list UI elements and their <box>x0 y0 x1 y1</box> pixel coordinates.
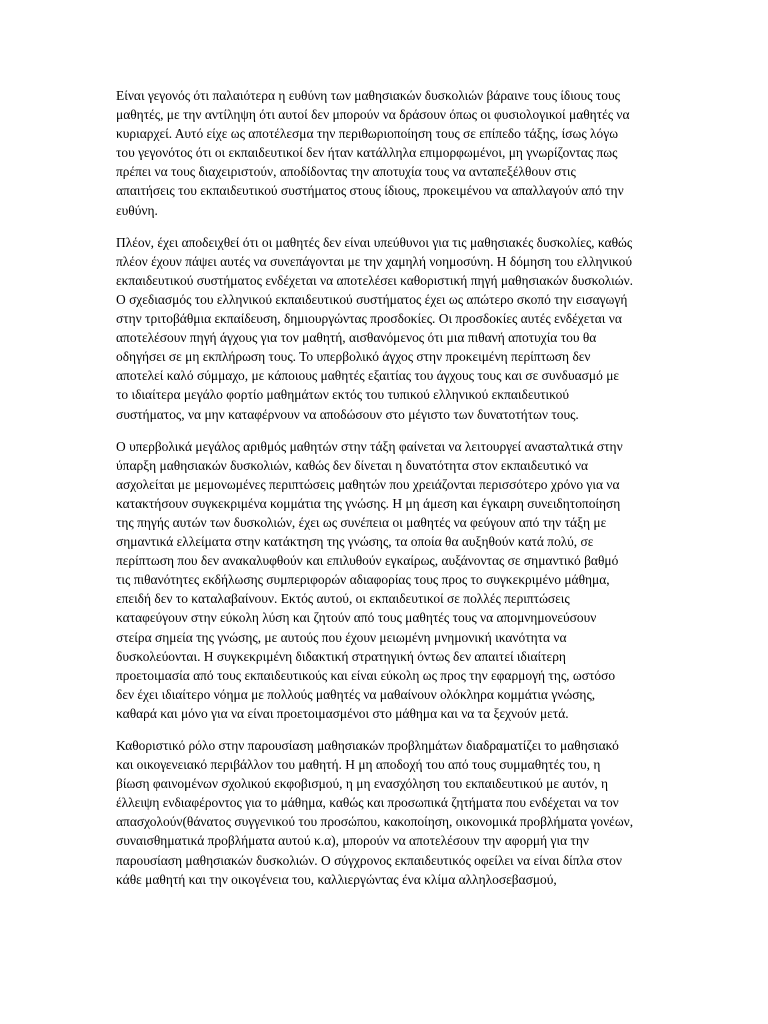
paragraph-3: Ο υπερβολικά μεγάλος αριθμός μαθητών στην τάξη φαίνεται να λειτουργεί ανασταλτικά στην ύπαρξη μαθησιακών δυσκολιών, καθώς δεν δίνεται η δυνατότητα στον εκπαιδευτικό να ασχολείται με μεμονωμένες περιπτώσεις μαθητών που χρειάζονται περισσότερο χρόνο για να κατακτήσουν συγκεκριμένα κομμάτια της γνώσης. Η μη άμεση και έγκαιρη συνειδητοποίηση της πηγής αυτών των δυσκολιών, έχει ως συνέπεια οι μαθητές να φεύγουν από την τάξη με σημαντικά ελλείματα στην κατάκτηση της γνώσης, τα οποία θα αυξηθούν κατά πολύ, σε περίπτωση που δεν ανακαλυφθούν και επιλυθούν εγκαίρως, αυξάνοντας σε σημαντικό βαθμό τις πιθανότητες εκδήλωσης συμπεριφορών αδιαφορίας τους προς το συγκεκριμένο μάθημα, επειδή δεν το καταλαβαίνουν. Εκτός αυτού, οι εκπαιδευτικοί σε πολλές περιπτώσεις καταφεύγουν στην εύκολη λύση και ζητούν από τους μαθητές τους να απομνημονεύσουν στείρα σημεία της γνώσης, με αυτούς που έχουν μειωμένη μνημονική ικανότητα να δυσκολεύονται. Η συγκεκριμένη διδακτική στρατηγική όντως δεν απαιτεί ιδιαίτερη προετοιμασία από τους εκπαιδευτικούς και είναι εύκολη ως προς την εφαρμογή της, ωστόσο δεν έχει ιδιαίτερο νόημα με πολλούς μαθητές να μαθαίνουν ολόκληρα κομμάτια γνώσης, καθαρά και μόνο για να είναι προετοιμασμένοι στο μάθημα και να τα ξεχνούν μετά. <box>116 438 623 721</box>
paragraph-4: Καθοριστικό ρόλο στην παρουσίαση μαθησιακών προβλημάτων διαδραματίζει το μαθησιακό και οικογενειακό περιβάλλον του μαθητή. Η μη αποδοχή του από τους συμμαθητές του, η βίωση φαινομένων σχολικού εκφοβισμού, η μη ενασχόληση του εκπαιδευτικού με αυτόν, η έλλειψη ενδιαφέροντος για το μάθημα, καθώς και προσωπικά ζητήματα που ενδέχεται να τον απασχολούν(θάνατος συγγενικού του προσώπου, κακοποίηση, οικονομικά προβλήματα γονέων, συναισθηματικά προβλήματα αυτού κ.α), μπορούν να αποτελέσουν την αφορμή για την παρουσίαση μαθησιακών δυσκολιών. Ο σύγχρονος εκπαιδευτικός οφείλει να είναι δίπλα στον κάθε μαθητή και την οικογένεια του, καλλιεργώντας ένα κλίμα αλληλοσεβασμού, <box>116 738 634 887</box>
paragraph-2: Πλέον, έχει αποδειχθεί ότι οι μαθητές δεν είναι υπεύθυνοι για τις μαθησιακές δυσκολίες, καθώς πλέον έχουν πάψει αυτές να συνεπάγονται με την χαμηλή νοημοσύνη. Η δόμηση του ελληνικού εκπαιδευτικού συστήματος ενδέχεται να αποτελέσει καθοριστική πηγή μαθησιακών δυσκολιών. Ο σχεδιασμός του ελληνικού εκπαιδευτικού συστήματος έχει ως απώτερο σκοπό την εισαγωγή στην τριτοβάθμια εκπαίδευση, δημιουργώντας προσδοκίες. Οι προσδοκίες αυτές ενδέχεται να αποτελέσουν πηγή άγχους για τον μαθητή, αισθανόμενος ότι μια πιθανή αποτυχία του θα οδηγήσει σε μη εκπλήρωση τους. Το υπερβολικό άγχος στην προκειμένη περίπτωση δεν αποτελεί καλό σύμμαχο, με κάποιους μαθητές εξαιτίας του άγχους τους και σε συνδυασμό με το ιδιαίτερα μεγάλο φορτίο μαθημάτων εκτός του τυπικού ελληνικού εκπαιδευτικού συστήματος, να μην καταφέρνουν να αποδώσουν στο μέγιστο των δυνατοτήτων τους. <box>116 234 634 422</box>
paragraph-1: Είναι γεγονός ότι παλαιότερα η ευθύνη των μαθησιακών δυσκολιών βάραινε τους ίδιους τους μαθητές, με την αντίληψη ότι αυτοί δεν μπορούν να δράσουν όπως οι φυσιολογικοί μαθητές να κυριαρχεί. Αυτό είχε ως αποτέλεσμα την περιθωριοποίηση τους σε επίπεδο τάξης, ίσως λόγω του γεγονότος ότι οι εκπαιδευτικοί δεν ήταν κατάλληλα επιμορφωμένοι, μη γνωρίζοντας πως πρέπει να τους διαχειριστούν, αποδίδοντας την αποτυχία τους να ανταπεξέλθουν στις απαιτήσεις του εκπαιδευτικού συστήματος στους ίδιους, προκειμένου να απαλλαγούν από την ευθύνη. <box>116 88 630 218</box>
document-page <box>116 86 634 902</box>
